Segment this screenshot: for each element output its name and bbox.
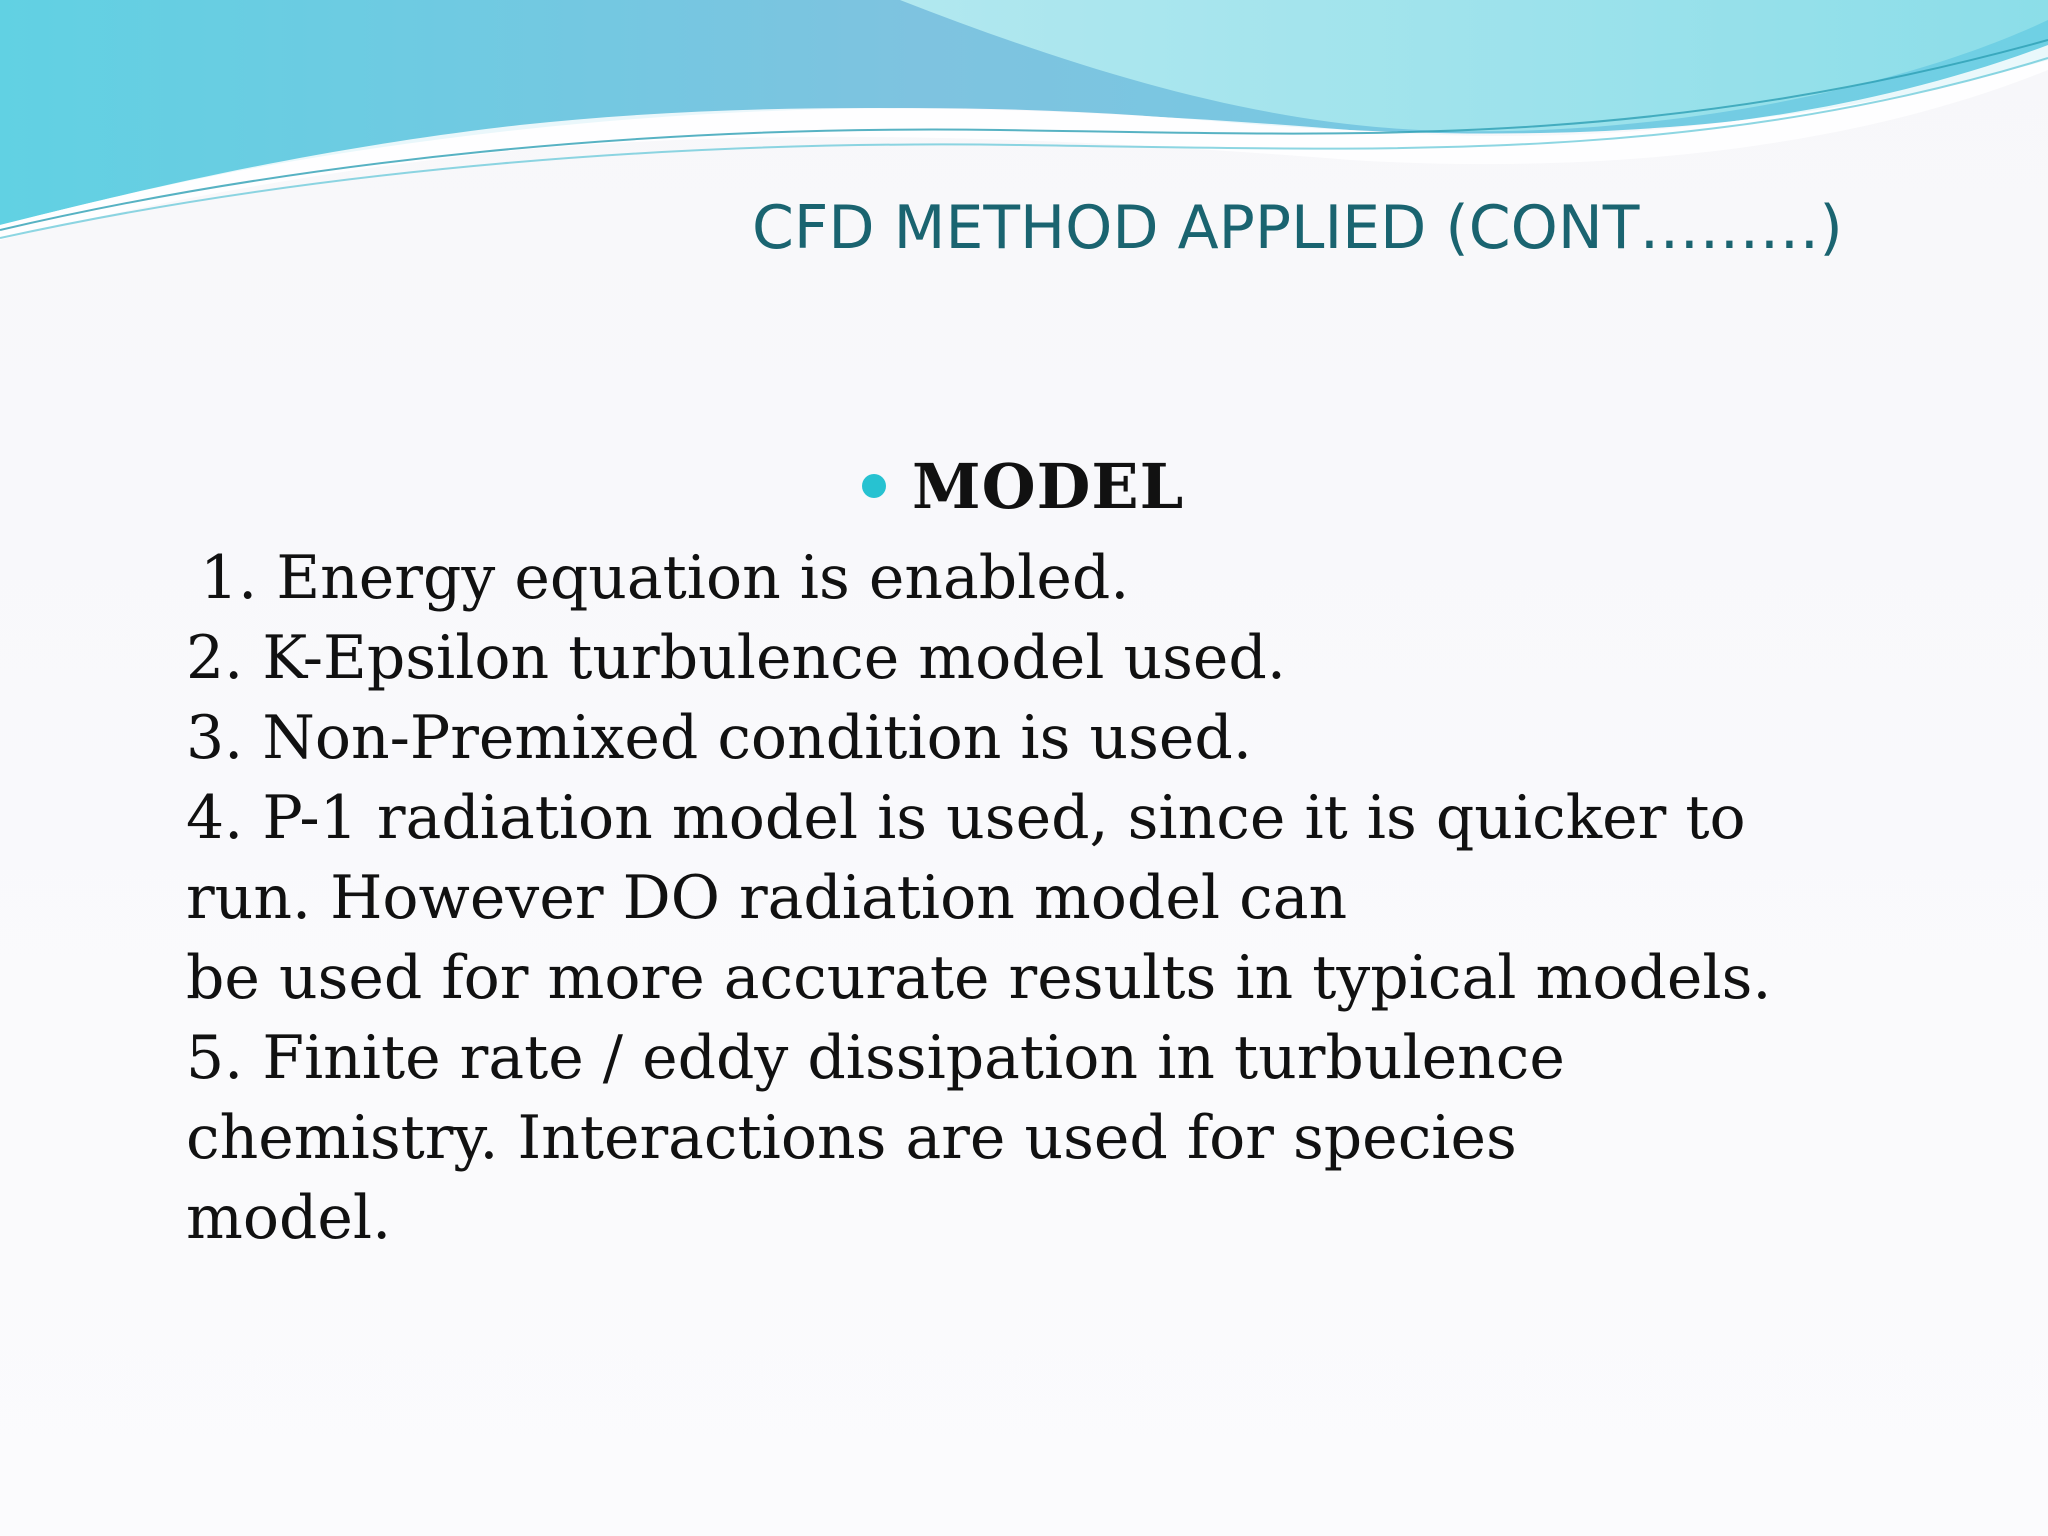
body-line: model. <box>186 1183 392 1253</box>
section-heading: MODEL <box>912 449 1185 523</box>
body-line: be used for more accurate results in typical models. <box>186 943 1772 1013</box>
section-bullet <box>862 446 1184 526</box>
slide-title: CFD METHOD APPLIED (CONT………) <box>752 193 1843 263</box>
body-line: 3. Non-Premixed condition is used. <box>186 703 1252 773</box>
body-line: 2. K-Epsilon turbulence model used. <box>186 623 1286 693</box>
body-line: run. However DO radiation model can <box>186 863 1348 933</box>
body-line: 5. Finite rate / eddy dissipation in turbulence <box>186 1023 1565 1093</box>
body-line: 4. P-1 radiation model is used, since it is quicker to <box>186 783 1746 853</box>
body-line: chemistry. Interactions are used for species <box>186 1103 1517 1173</box>
body-text <box>186 538 2026 1258</box>
body-line: 1. Energy equation is enabled. <box>200 543 1130 613</box>
bullet-dot-icon <box>862 474 886 498</box>
